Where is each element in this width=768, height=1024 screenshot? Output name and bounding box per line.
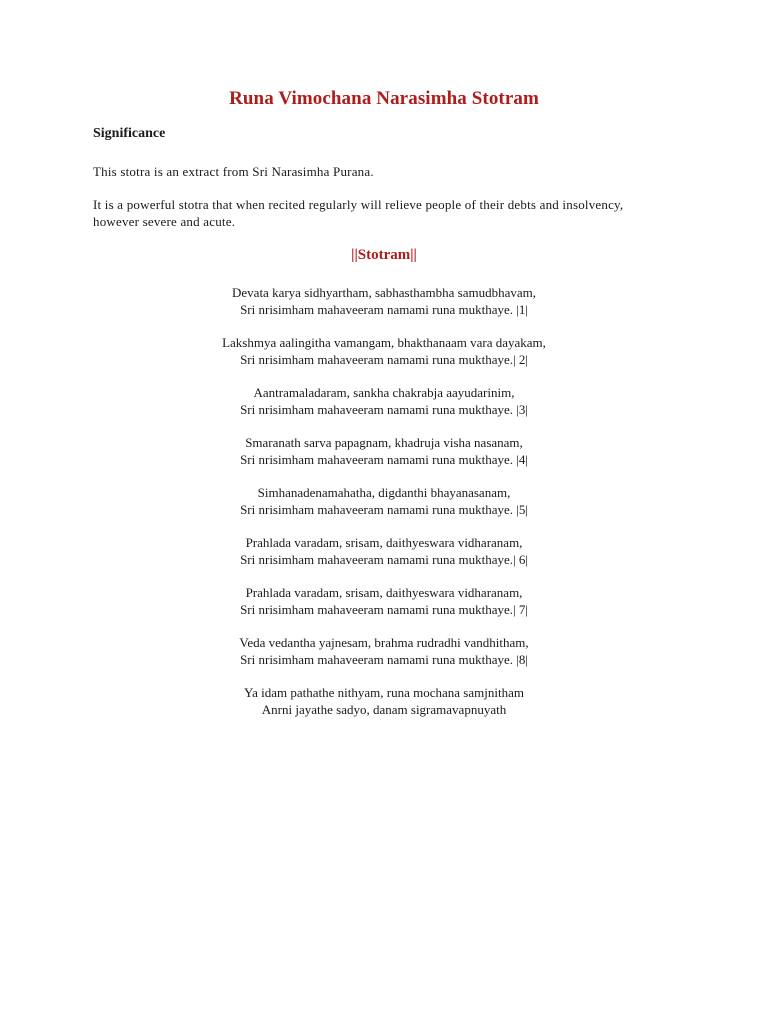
verse-line: Lakshmya aalingitha vamangam, bhakthanaam vara dayakam, [222, 335, 546, 350]
verse-line: Sri nrisimham mahaveeram namami runa mukthaye. |8| [240, 652, 528, 667]
page-title: Runa Vimochana Narasimha Stotram [229, 88, 539, 109]
stotram-heading: ||Stotram|| [351, 247, 417, 263]
verse-line: Sri nrisimham mahaveeram namami runa mukthaye. |1| [240, 302, 528, 317]
verse-3 [0, 384, 768, 418]
paragraph-benefit: It is a powerful stotra that when recited regularly will relieve people of their debts and insolvency, however severe and acute. [93, 197, 624, 229]
verse-line: Sri nrisimham mahaveeram namami runa mukthaye.| 2| [240, 352, 528, 367]
verse-phalashruti [0, 684, 768, 718]
paragraph-source: This stotra is an extract from Sri Narasimha Purana. [93, 164, 374, 179]
verse-2 [0, 334, 768, 368]
verse-line: Prahlada varadam, srisam, daithyeswara vidharanam, [245, 535, 523, 550]
verse-7 [0, 584, 768, 618]
verse-line: Devata karya sidhyartham, sabhasthambha samudbhavam, [232, 285, 536, 300]
verse-4 [0, 434, 768, 468]
verse-line: Sri nrisimham mahaveeram namami runa mukthaye.| 6| [240, 552, 528, 567]
verse-8 [0, 634, 768, 668]
verse-line: Ya idam pathathe nithyam, runa mochana samjnitham [244, 685, 524, 700]
significance-heading: Significance [93, 126, 166, 141]
verse-1 [0, 284, 768, 318]
verse-6 [0, 534, 768, 568]
verse-line: Sri nrisimham mahaveeram namami runa mukthaye.| 7| [240, 602, 528, 617]
verse-line: Anrni jayathe sadyo, danam sigramavapnuyath [261, 702, 507, 717]
verse-line: Sri nrisimham mahaveeram namami runa mukthaye. |3| [240, 402, 528, 417]
verse-list [0, 284, 768, 734]
verse-line: Simhanadenamahatha, digdanthi bhayanasanam, [257, 485, 511, 500]
verse-line: Sri nrisimham mahaveeram namami runa mukthaye. |5| [240, 502, 528, 517]
verse-5 [0, 484, 768, 518]
verse-line: Sri nrisimham mahaveeram namami runa mukthaye. |4| [240, 452, 528, 467]
verse-line: Veda vedantha yajnesam, brahma rudradhi vandhitham, [239, 635, 529, 650]
verse-line: Prahlada varadam, srisam, daithyeswara vidharanam, [245, 585, 523, 600]
verse-line: Smaranath sarva papagnam, khadruja visha nasanam, [245, 435, 523, 450]
verse-line: Aantramaladaram, sankha chakrabja aayudarinim, [253, 385, 515, 400]
